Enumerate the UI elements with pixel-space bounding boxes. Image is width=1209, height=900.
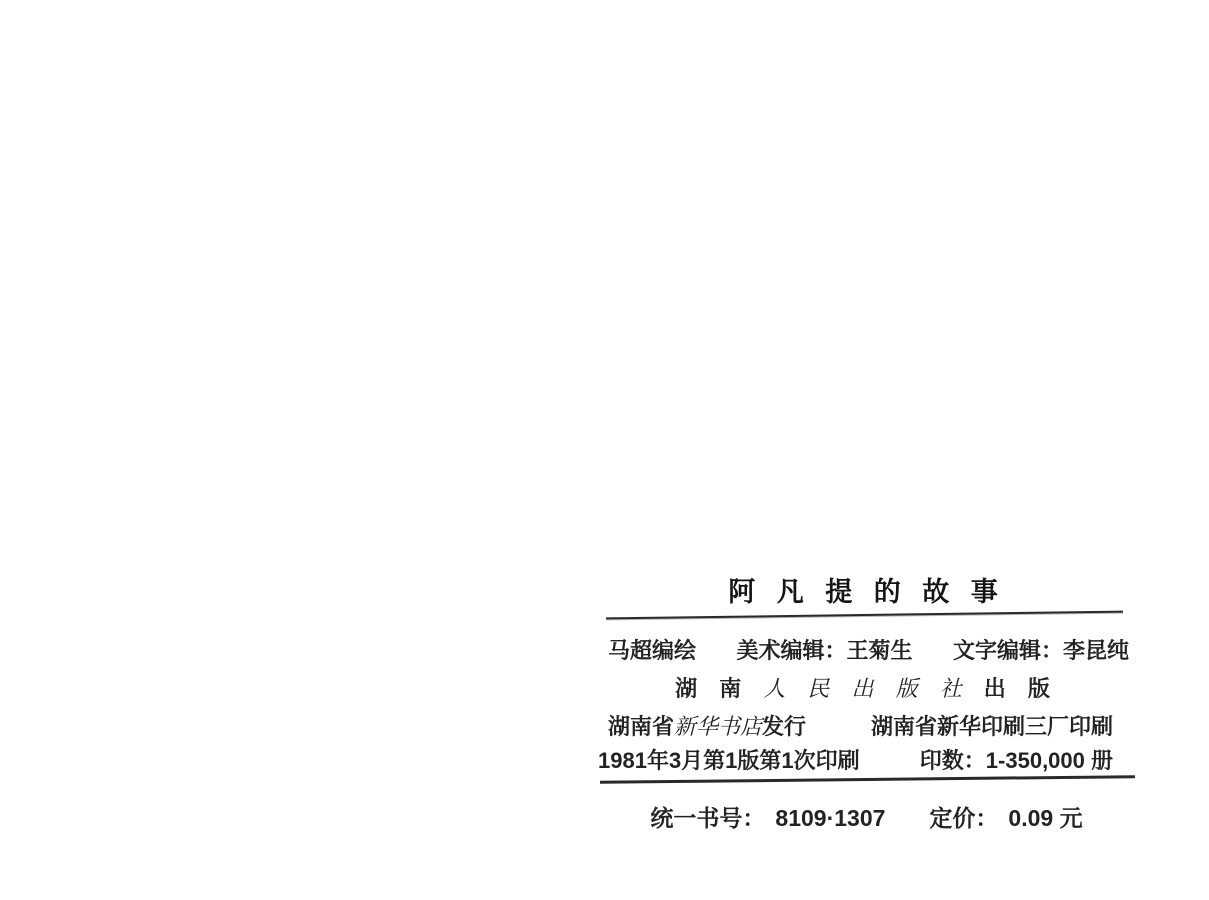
print-run-label: 印数：	[919, 748, 986, 773]
publisher-name-cursive: 人 民 出 版 社	[763, 676, 970, 701]
print-run-value: 1-350,000 册	[985, 748, 1113, 773]
publisher-suffix: 出 版	[983, 676, 1058, 701]
book-number-value: 8109·1307	[775, 805, 886, 831]
price-value: 0.09 元	[1008, 805, 1083, 831]
title-underline-rule	[606, 611, 1123, 620]
print-run-info	[920, 744, 1113, 775]
distributor-region: 湖南省	[608, 714, 675, 739]
text-editor-credit: 文字编辑：李昆纯	[952, 638, 1129, 663]
price-pair	[929, 800, 1082, 833]
footer-line	[598, 800, 1135, 833]
art-editor-credit: 美术编辑：王菊生	[736, 638, 913, 663]
price-label: 定价：	[929, 805, 999, 831]
publisher-region: 湖 南	[675, 676, 750, 701]
distributor-suffix: 发行	[762, 714, 807, 739]
distributor-credit	[608, 710, 806, 741]
edition-info: 1981年3月第1版第1次印刷	[598, 748, 860, 773]
colophon-block	[598, 560, 1135, 850]
distributor-name-cursive: 新华书店	[674, 714, 763, 739]
publisher-line	[598, 672, 1135, 703]
author-credit: 马超编绘	[608, 638, 697, 663]
footer-separator-rule	[600, 775, 1135, 784]
book-title: 阿 凡 提 的 故 事	[728, 577, 1005, 607]
distribution-line	[608, 710, 1113, 741]
book-number-pair	[650, 800, 885, 833]
credits-line	[608, 634, 1129, 665]
printing-line	[598, 744, 1113, 775]
book-number-label: 统一书号：	[650, 805, 766, 831]
printer-credit: 湖南省新华印刷三厂印刷	[870, 714, 1113, 739]
